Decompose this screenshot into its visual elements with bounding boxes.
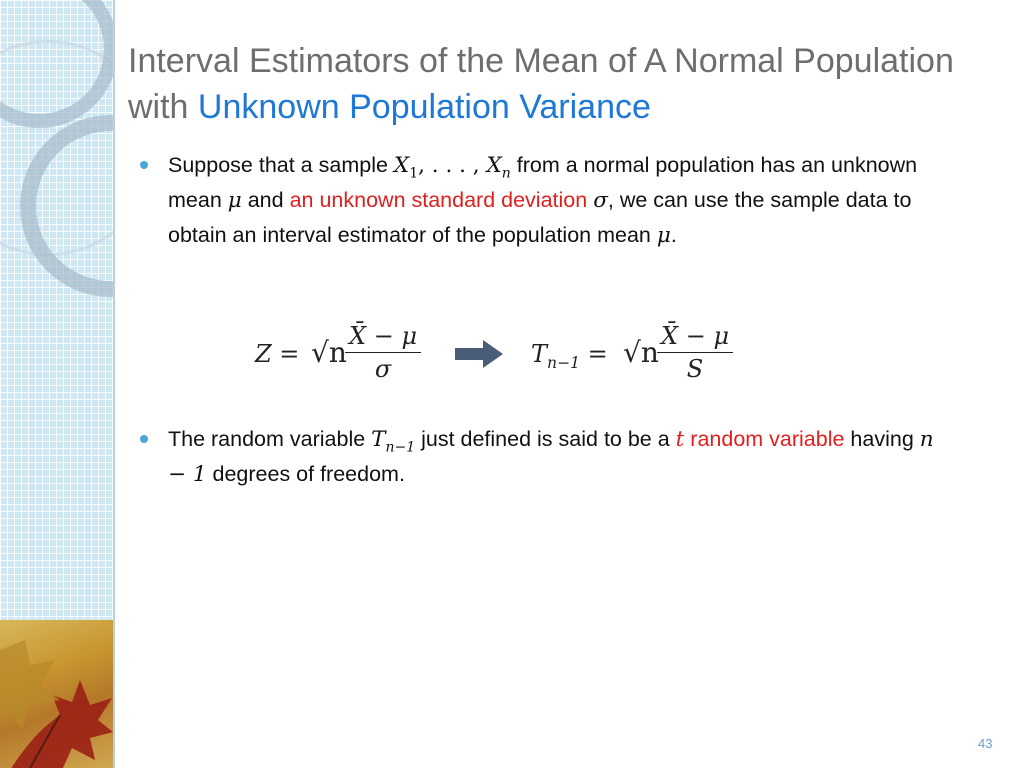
math-var: X <box>393 153 410 178</box>
bullet-icon <box>140 435 148 443</box>
text-run: degrees of freedom. <box>206 462 405 486</box>
text-run: and <box>241 188 290 212</box>
fraction-numerator: X̄ − μ <box>345 322 421 353</box>
math-sub: n−1 <box>547 353 581 372</box>
math-sigma: σ <box>593 188 608 213</box>
bullet-text <box>168 422 940 492</box>
math-sub: n−1 <box>385 439 416 456</box>
autumn-leaf-image <box>0 620 113 768</box>
right-arrow-icon <box>455 340 503 368</box>
highlight-text: an unknown standard deviation <box>289 188 588 212</box>
math-sub: 1 <box>409 165 419 182</box>
page-number: 43 <box>978 736 993 751</box>
formula-t-lhs <box>531 340 608 372</box>
math-var: T <box>531 340 548 368</box>
highlight-text: random variable <box>684 427 845 451</box>
fraction <box>345 322 421 383</box>
text-run: Suppose that a sample <box>168 153 394 177</box>
text-run: The random variable <box>168 427 372 451</box>
formula-z-lhs: Z = <box>255 340 300 368</box>
text-run: , we can use the sample data to obtain an interval estimator of the population mean <box>168 188 912 247</box>
text-run: . <box>670 223 677 247</box>
bullet-text <box>168 148 940 253</box>
math-var: T <box>371 427 386 452</box>
text-run: from a normal population has an unknown mean <box>168 153 918 212</box>
bullet-item-sample <box>140 148 940 253</box>
bullet-item-t-variable <box>140 422 940 492</box>
bullet-icon <box>140 161 148 169</box>
text-run: just defined is said to be a <box>415 427 676 451</box>
math-dof: n − 1 <box>168 427 934 487</box>
title-accent: Unknown Population Variance <box>197 88 651 126</box>
equals-sign: = <box>580 340 608 368</box>
decorative-side-strip <box>0 0 113 768</box>
math-mu: μ <box>227 188 242 213</box>
title-main: Interval Estimators of the Mean of A Normal Population with <box>128 42 954 126</box>
fraction-denominator: S <box>686 355 704 383</box>
math-var: X <box>486 153 502 178</box>
sqrt-symbol: √n <box>311 336 347 369</box>
fraction-denominator: σ <box>374 355 392 383</box>
math-sub: n <box>501 165 511 182</box>
slide-title <box>128 38 1008 130</box>
fraction <box>657 322 733 383</box>
text-run: having <box>844 427 920 451</box>
fraction-numerator: X̄ − μ <box>657 322 733 353</box>
strip-border <box>113 0 115 768</box>
formula-row <box>255 318 755 398</box>
math-mu: μ <box>656 223 671 248</box>
highlight-math-t: t <box>675 427 685 452</box>
sqrt-symbol: √n <box>623 336 659 369</box>
math-dots: , . . . , <box>418 153 487 178</box>
